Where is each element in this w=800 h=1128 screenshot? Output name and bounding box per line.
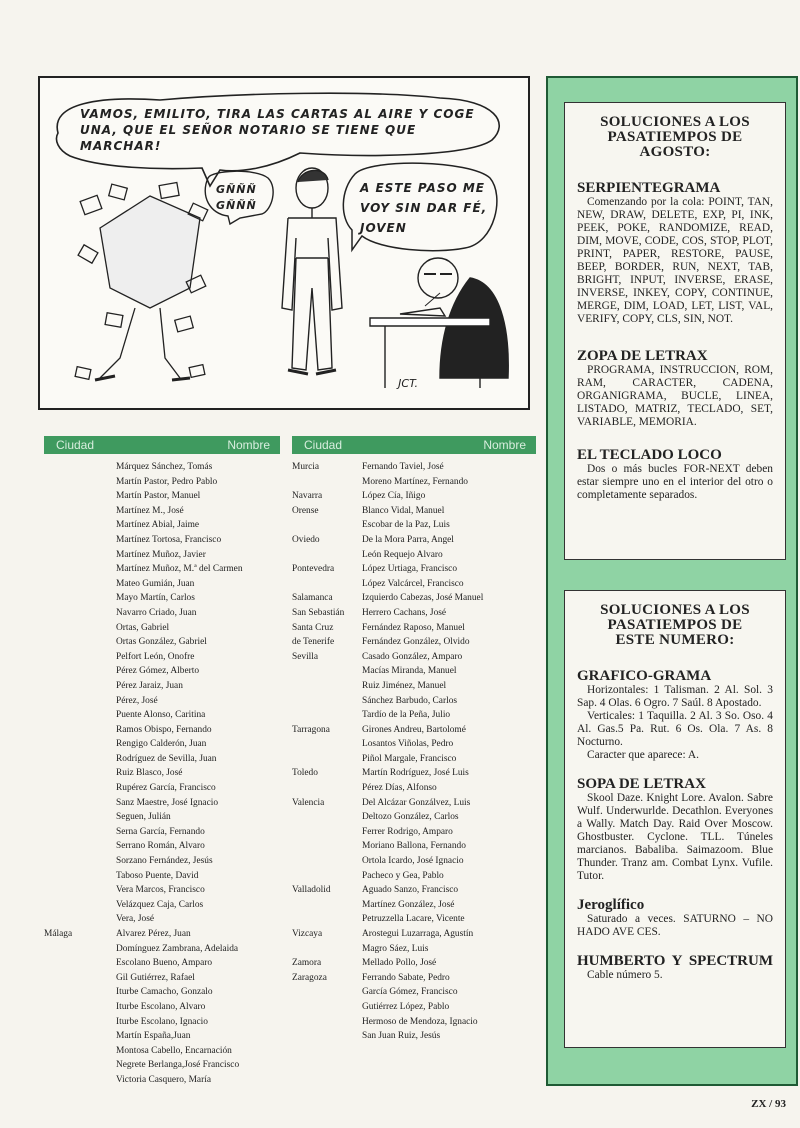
row-name: Magro Sáez, Luis [362,943,429,954]
row-city [292,942,362,957]
row-name: López Cía, Iñigo [362,491,426,502]
table-row [292,475,536,490]
table-row [44,869,280,884]
row-city [292,694,362,709]
table-row [44,1029,280,1044]
row-name: Serrano Román, Alvaro [116,841,205,852]
table-row [44,810,280,825]
table-row [292,533,536,548]
table-row [44,694,280,709]
table-row [292,883,536,898]
table-row [292,898,536,913]
table-row [44,1000,280,1015]
row-city [44,591,116,606]
row-name: Herrero Cachans, José [362,607,447,618]
row-name: Casado González, Amparo [362,651,463,662]
row-name: Escolano Bueno, Amparo [116,958,213,969]
row-name: Martín Pastor, Manuel [116,491,201,502]
row-name: Martínez Muñoz, M.ª del Carmen [116,564,243,575]
table-row [292,825,536,840]
row-city [292,548,362,563]
row-name: Hermoso de Mendoza, Ignacio [362,1016,478,1027]
agosto-solutions-panel [564,102,786,560]
row-name: Blanco Vidal, Manuel [362,505,445,516]
row-name: Aguado Sanzo, Francisco [362,885,459,896]
row-city [44,1029,116,1044]
row-name: Pérez Días, Alfonso [362,783,437,794]
table-row [44,591,280,606]
table-row [44,533,280,548]
humberto-title: HUMBERTO Y SPECTRUM [577,953,773,969]
row-name: Rupérez García, Francisco [116,783,216,794]
table-row [292,577,536,592]
row-city [44,796,116,811]
table-row [292,1029,536,1044]
row-city: Santa Cruz [292,622,334,633]
row-city [44,460,116,475]
row-name: San Juan Ruiz, Jesús [362,1031,441,1042]
row-city [292,781,362,796]
row-city [292,898,362,913]
header-name: Nombre [227,437,270,452]
row-city [44,475,116,490]
row-city [44,664,116,679]
table-row [292,1000,536,1015]
table-row [44,839,280,854]
zopa-text: PROGRAMA, INSTRUCCION, ROM, RAM, CARACTER, CADENA, ORGANIGRAMA, BUCLE, LINEA, LISTADO, MATRIZ, TECLADO, SET, VARIABLE, MEMORIA. [577,364,773,428]
row-name: Montosa Cabello, Encarnación [116,1045,232,1056]
table-row [44,883,280,898]
row-city: San Sebastián [292,607,345,618]
row-city [292,869,362,884]
row-city [44,518,116,533]
zopa-title: ZOPA DE LETRAX [577,348,708,364]
row-city [44,708,116,723]
row-city [292,1029,362,1044]
table-row [44,621,280,636]
row-city [292,1000,362,1015]
row-city [44,956,116,971]
row-name: Gutiérrez López, Pablo [362,1001,450,1012]
grafico-text-2: Verticales: 1 Taquilla. 2 Al. 3 So. Oso. 4 Al. Gas.5 Pa. Rut. 6 Os. Ola. 7 As. 8 Nocturno. [577,710,773,748]
row-name: Martínez González, José [362,899,455,910]
table-row [44,1058,280,1073]
table-row [292,635,536,650]
row-name: Iturbe Escolano, Ignacio [116,1016,208,1027]
table-header [292,436,536,454]
row-name: Iturbe Camacho, Gonzalo [116,987,213,998]
teclado-title: EL TECLADO LOCO [577,447,722,463]
row-city [44,912,116,927]
table-row [44,460,280,475]
row-city [44,985,116,1000]
row-city [292,737,362,752]
table-row [292,591,536,606]
row-name: Piñol Margale, Francisco [362,753,457,764]
table-row [292,752,536,767]
table-row [44,606,280,621]
row-city: Salamanca [292,593,333,604]
row-name: Pérez Gómez, Alberto [116,666,200,677]
row-city [292,708,362,723]
table-row [292,766,536,781]
row-name: Ortas González, Gabriel [116,637,207,648]
row-city [44,679,116,694]
row-city [292,518,362,533]
table-row [292,912,536,927]
page-number: ZX / 93 [751,1098,786,1110]
speech-bubble-1: VAMOS, EMILITO, TIRA LAS CARTAS AL AIRE Y COGE UNA, QUE EL SEÑOR NOTARIO SE TIENE QUE MARCHAR! [80,107,475,153]
row-city [44,562,116,577]
row-city [292,810,362,825]
row-name: Mateo Gumián, Juan [116,578,195,589]
table-body [292,454,536,1044]
row-name: Izquierdo Cabezas, José Manuel [362,593,484,604]
row-name: Pacheco y Gea, Pablo [362,870,444,881]
table-row [44,650,280,665]
row-name: Martínez Muñoz, Javier [116,549,206,560]
row-name: Mellado Pollo, José [362,958,437,969]
speech-bubble-2: GÑÑÑ GÑÑÑ [216,183,257,212]
row-name: Sánchez Barbudo, Carlos [362,695,458,706]
row-city [44,504,116,519]
serpientegrama-title: SERPIENTEGRAMA [577,180,721,196]
row-city: Orense [292,505,319,516]
row-name: Navarro Criado, Juan [116,607,197,618]
table-row [292,621,536,636]
row-name: Ruiz Blasco, José [116,768,183,779]
row-name: Petruzzella Lacare, Vicente [362,914,465,925]
row-name: Ferrando Sabate, Pedro [362,972,450,983]
row-city [44,810,116,825]
row-city [44,1000,116,1015]
row-city [44,781,116,796]
serpientegrama-text: Comenzando por la cola: POINT, TAN, NEW, DRAW, DELETE, EXP, PI, INK, PEEK, POKE, RANDOMIZE, READ, DIM, MOVE, CODE, COS, STOP, PLOT, PRINT, PAPER, RESTORE, PAUSE, BEEP, BORDER, RUN, NEXT, TAB, BRIGHT, INPUT, INVERSE, ERASE, INVERSE, INKEY, COPY, CONTINUE, MERGE, DIM, LOAD, LET, LIST, VAL, VERIFY, COPY, CLS, SIN, NOT. [577,196,773,325]
row-name: Tardío de la Peña, Julio [362,710,451,721]
table-row [292,679,536,694]
row-name: Pelfort León, Onofre [116,651,195,662]
grafico-title: GRAFICO-GRAMA [577,668,712,684]
row-city [44,898,116,913]
row-name: Domínguez Zambrana, Adelaida [116,943,239,954]
table-row [292,971,536,986]
row-city [292,912,362,927]
row-city [44,606,116,621]
table-row [292,548,536,563]
row-city [292,1015,362,1030]
row-name: Del Alcázar Gonzálvez, Luis [362,797,471,808]
numero-title: SOLUCIONES A LOS PASATIEMPOS DE ESTE NUMERO: [600,602,750,648]
cartoon-signature: JCT. [398,377,418,390]
row-city: Valencia [292,797,325,808]
row-city [292,825,362,840]
table-row [44,927,280,942]
row-name: Fernández Raposo, Manuel [362,622,465,633]
table-row [44,1044,280,1059]
row-city [44,1015,116,1030]
row-name: Rodríguez de Sevilla, Juan [116,753,217,764]
row-name: Victoria Casquero, María [116,1074,211,1085]
grafico-text-3: Caracter que aparece: A. [587,749,699,761]
row-city [44,883,116,898]
table-row [292,781,536,796]
table-row [292,504,536,519]
row-name: Escobar de la Paz, Luis [362,520,450,531]
humberto-text: Cable número 5. [587,969,663,981]
table-row [44,796,280,811]
table-row [44,898,280,913]
table-row [292,664,536,679]
table-row [44,562,280,577]
row-city: Zamora [292,958,322,969]
table-row [44,854,280,869]
row-city [44,825,116,840]
row-name: Ortas, Gabriel [116,622,170,633]
row-city [44,635,116,650]
speech-bubble-3: A ESTE PASO ME VOY SIN DAR FÉ, JOVEN [360,181,488,235]
table-row [44,766,280,781]
row-city: Tarragona [292,724,330,735]
row-name: Ramos Obispo, Fernando [116,724,212,735]
row-city [292,577,362,592]
row-name: Negrete Berlanga,José Francisco [116,1060,240,1071]
table-row [44,825,280,840]
row-name: Serna García, Fernando [116,826,205,837]
table-row [292,694,536,709]
table-row [44,504,280,519]
cartoon-panel [38,76,530,410]
row-name: Ruiz Jiménez, Manuel [362,680,447,691]
table-row [44,679,280,694]
table-row [292,956,536,971]
table-row [44,723,280,738]
row-city [44,694,116,709]
row-city [44,621,116,636]
teclado-text: Dos o más bucles FOR-NEXT deben estar siempre uno en el interior del otro o completamente separados. [577,463,773,501]
table-row [44,781,280,796]
row-name: Vera, José [116,914,155,925]
row-name: Moreno Martínez, Fernando [362,476,468,487]
header-city: Ciudad [56,437,95,452]
sopa-title: SOPA DE LETRAX [577,776,706,792]
table-row [292,869,536,884]
table-row [292,985,536,1000]
winners-table-right [292,436,536,1044]
table-row [44,577,280,592]
row-city [292,679,362,694]
row-city [44,650,116,665]
table-row [44,1015,280,1030]
sopa-text: Skool Daze. Knight Lore. Avalon. Sabre Wulf. Underwurlde. Decathlon. Everyones a Wally. Match Day. Raid Over Moscow. Ghostbuster. Cyclone. TLL. Túneles marcianos. Babaliba. Saimazoom. Blue Thunder. Tranz am. Combat Lynx. Vufile. Tutor. [577,792,773,882]
row-name: Pérez, José [116,695,158,706]
row-city: Zaragoza [292,972,327,983]
row-name: Martínez M., José [116,505,184,516]
table-row [292,723,536,738]
row-city: Oviedo [292,534,320,545]
row-city [292,854,362,869]
table-header [44,436,280,454]
row-city: Valladolid [292,885,331,896]
table-row [44,475,280,490]
row-name: Fernando Taviel, José [362,462,444,472]
row-name: Deltozo González, Carlos [362,812,459,823]
row-city [44,869,116,884]
row-city: Vizcaya [292,929,323,939]
row-city [44,723,116,738]
row-name: Macías Miranda, Manuel [362,666,457,677]
row-city [44,766,116,781]
table-row [292,927,536,942]
row-city [292,839,362,854]
row-city [44,533,116,548]
row-city [44,839,116,854]
row-name: Iturbe Escolano, Alvaro [116,1001,206,1012]
row-name: Moriano Ballona, Fernando [362,841,466,852]
row-city [44,854,116,869]
row-city [44,942,116,957]
row-city [292,475,362,490]
table-row [292,942,536,957]
row-name: Alvarez Pérez, Juan [116,929,191,939]
table-row [292,562,536,577]
table-row [292,460,536,475]
row-name: Vera Marcos, Francisco [116,885,205,896]
row-city: Navarra [292,491,323,502]
header-city: Ciudad [304,437,343,452]
table-row [44,942,280,957]
table-row [44,635,280,650]
table-row [44,1073,280,1088]
row-city: de Tenerife [292,637,335,648]
row-name: Gil Gutiérrez, Rafael [116,972,195,983]
row-city [44,1044,116,1059]
table-body [44,454,280,1088]
winners-table-left [44,436,280,1088]
row-name: Mayo Martín, Carlos [116,593,195,604]
numero-solutions-panel [564,590,786,1048]
table-row [44,489,280,504]
agosto-title: SOLUCIONES A LOS PASATIEMPOS DE AGOSTO: [600,114,750,160]
row-name: Ferrer Rodrigo, Amparo [362,826,453,837]
table-row [44,737,280,752]
row-name: Girones Andreu, Bartolomé [362,724,466,735]
row-name: Sorzano Fernández, Jesús [116,856,213,867]
table-row [44,985,280,1000]
row-city: Sevilla [292,651,319,662]
row-city [44,737,116,752]
row-name: López Valcárcel, Francisco [362,578,464,589]
table-row [292,796,536,811]
row-city [292,985,362,1000]
row-name: Martínez Tortosa, Francisco [116,534,222,545]
row-name: De la Mora Parra, Angel [362,534,454,545]
row-city [44,1058,116,1073]
table-row [44,518,280,533]
row-name: Martín España,Juan [116,1031,191,1042]
table-row [44,548,280,563]
row-city [292,752,362,767]
row-city [44,752,116,767]
table-row [292,1015,536,1030]
row-city [44,577,116,592]
row-name: Pérez Jaraiz, Juan [116,680,183,691]
row-name: Ortola Icardo, José Ignacio [362,856,464,867]
row-city [44,1073,116,1088]
row-name: García Gómez, Francisco [362,987,458,998]
table-row [44,971,280,986]
table-row [292,737,536,752]
row-name: Martín Rodríguez, José Luis [362,768,469,779]
row-name: Losantos Viñolas, Pedro [362,739,454,750]
table-row [44,956,280,971]
table-row [44,708,280,723]
table-row [292,708,536,723]
table-row [292,606,536,621]
row-name: López Urtiaga, Francisco [362,564,458,575]
row-name: Velázquez Caja, Carlos [116,899,204,910]
grafico-text-1: Horizontales: 1 Talisman. 2 Al. Sol. 3 Sap. 4 Olas. 6 Ogro. 7 Saúl. 8 Apostado. [577,684,773,709]
row-city [44,548,116,563]
row-name: Taboso Puente, David [116,870,199,881]
row-city [44,971,116,986]
row-name: Martínez Abial, Jaime [116,520,200,531]
jeroglifico-text: Saturado a veces. SATURNO – NO HADO AVE CES. [577,913,773,938]
header-name: Nombre [483,437,526,452]
table-row [292,854,536,869]
table-row [292,489,536,504]
row-name: Puente Alonso, Caritina [116,710,206,721]
row-name: León Requejo Alvaro [362,549,443,560]
row-name: Martín Pastor, Pedro Pablo [116,476,218,487]
row-city: Pontevedra [292,564,335,575]
table-row [44,664,280,679]
table-row [292,518,536,533]
table-row [44,912,280,927]
table-row [292,650,536,665]
row-name: Arostegui Luzarraga, Agustín [362,929,474,939]
row-city [292,664,362,679]
row-name: Rengigo Calderón, Juan [116,739,207,750]
jeroglifico-title: Jeroglífico [577,897,645,913]
row-name: Márquez Sánchez, Tomás [116,462,213,472]
table-row [44,752,280,767]
row-city: Murcia [292,462,320,472]
row-name: Sanz Maestre, José Ignacio [116,797,219,808]
row-city [44,489,116,504]
row-name: Seguen, Julián [116,812,171,823]
table-row [292,810,536,825]
row-city: Toledo [292,768,318,779]
row-name: Fernández González, Olvido [362,637,470,648]
table-row [292,839,536,854]
row-city: Málaga [44,929,73,939]
